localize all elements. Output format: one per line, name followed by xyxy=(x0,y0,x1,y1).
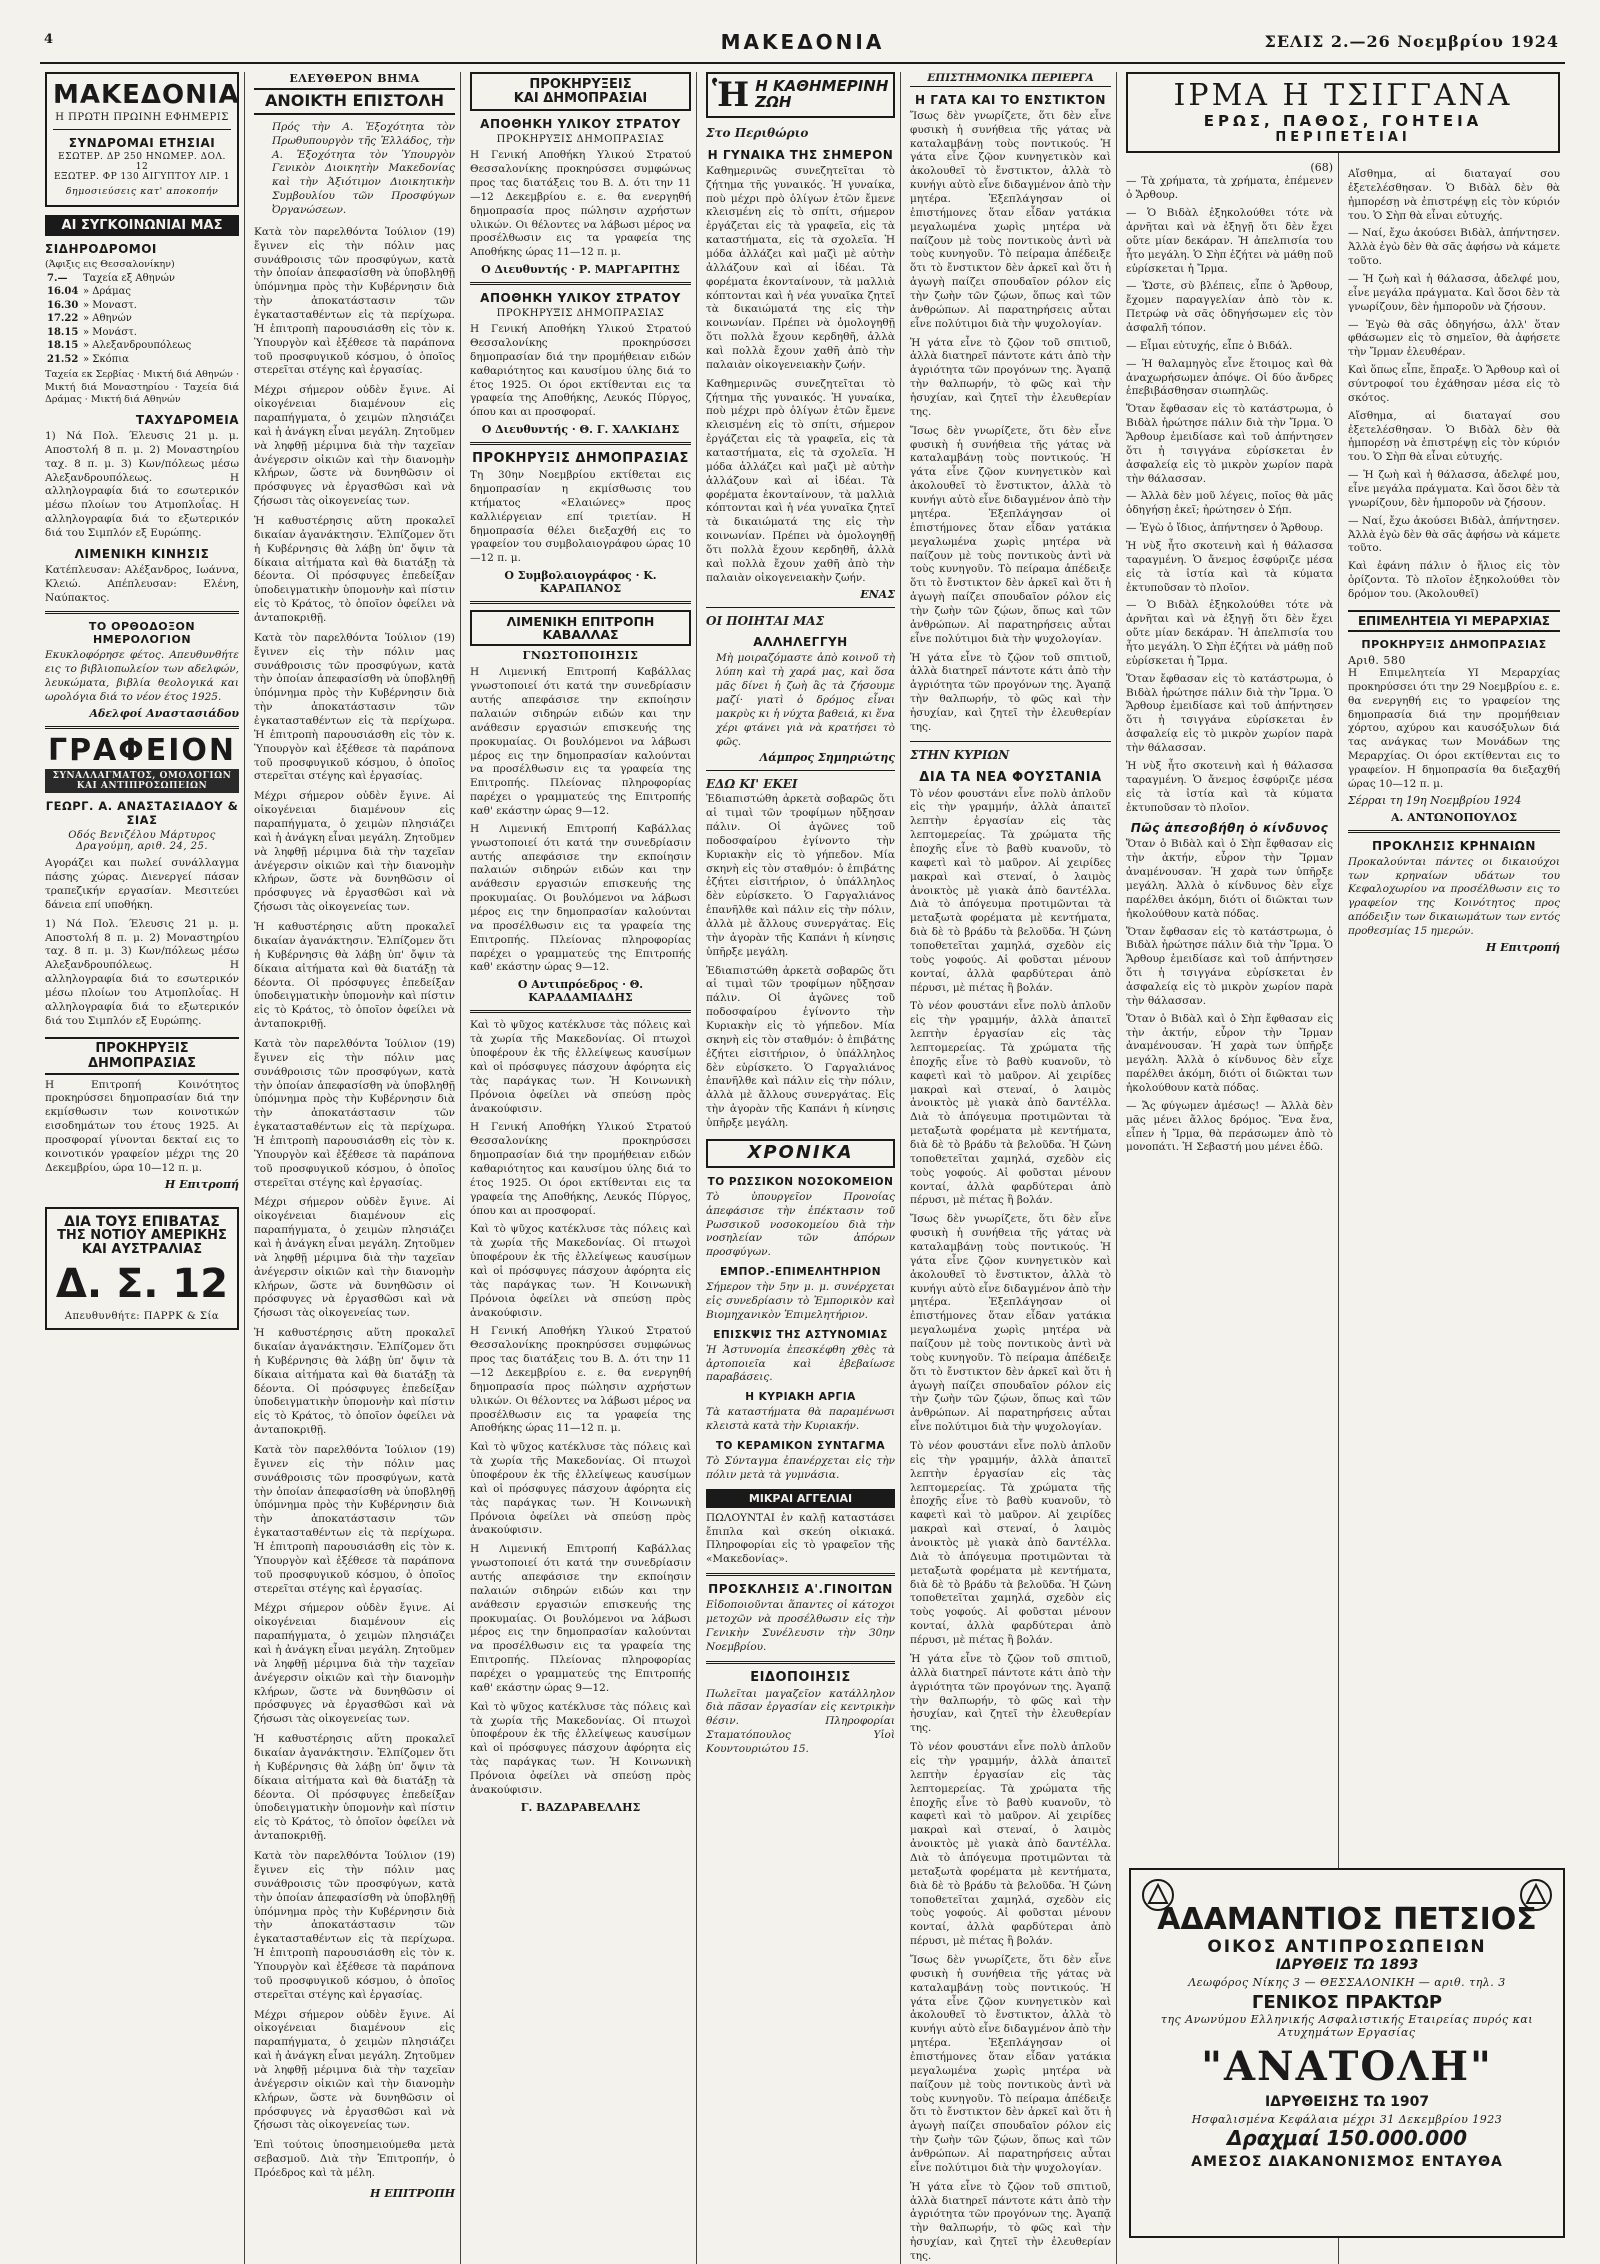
open-letter-paragraph: Κατὰ τὸν παρελθόντα Ἰούλιον (19) ἔγινεν εἰς τὴν πόλιν μας συνάθροισις τῶν προσφύγων, κατὰ τὴν ὁποίαν ἀπεφασίσθη νὰ ὑποβληθῇ ὑπόμνημα πρὸς τὴν Κυβέρνησιν διὰ τὴν ἀποκατάστασιν τῶν ἐγκατασταθέντων εἰς τὰ περίχωρα. Ἡ ἐπιτροπὴ παρουσιάσθη εἰς τὸν κ. Ὑπουργὸν καὶ ἐξέθεσε τὰ παράπονα τοῦ προσφυγικοῦ κόσμου, ὁ ὁποῖος στερεῖται στέγης καὶ ἐργασίας. xyxy=(254,1037,455,1189)
poem-title: ΑΛΛΗΛΕΓΓΥΗ xyxy=(753,635,848,650)
harbor-committee-text-2: Η Λιμενική Επιτροπή Καβάλλας γνωστοποιεί ότι κατά την συνεδρίασιν αυτής απεφάσισε την εκποίησιν παλαιών σιδηρών ειδών και την ανάθεσιν εργασιών επισκευής της προκυμαίας. Οι βουλόμενοι να λάβωσι μέρος εις την δημοπρασίαν καλούνται να προσέλθωσιν εις τα γραφεία της Επιτροπής. Πλείονας πληροφορίας παρέχει ο γραμματεύς της Επιτροπής καθ' εκάστην ώρας 9—12. xyxy=(470,822,691,974)
army-depot-head-2: ΑΠΟΘΗΚΗ ΥΛΙΚΟΥ ΣΤΡΑΤΟΥ xyxy=(480,291,681,306)
ad-brand-founded: ΙΔΡΥΘΕΙΣΗΣ ΤΩ 1907 xyxy=(1264,2094,1430,2110)
springs-signature: Η Επιτροπή xyxy=(1485,940,1560,954)
tenders-title-1: ΠΡΟΚΗΡΥΞΕΙΣ xyxy=(529,77,632,92)
cat-article-text: Ἴσως δὲν γνωρίζετε, ὅτι δὲν εἶνε φυσικὴ ἡ συνήθεια τῆς γάτας νὰ καταλαμβάνῃ τοὺς ποντικούς. Ἡ γάτα εἶνε ζῷον κυνηγετικὸν καὶ ἀκολουθεῖ τὸ ἔνστικτον, ἀλλὰ τὸ κυνήγι αὐτὸ εἶνε διδαγμένον ἀπὸ τὴν μητέρα. Ἐξεπλάγησαν οἱ ἐπιστήμονες ὅταν εἶδαν γατάκια μεγαλωμένα χωρὶς μητέρα νὰ παίζουν μὲ τοὺς ποντικοὺς ἀντὶ νὰ τοὺς κυνηγοῦν. Τὸ πείραμα ἀπέδειξε ὅτι τὸ ἔνστικτον δὲν ἀρκεῖ καὶ ὅτι ἡ ἀγωγὴ παίζει σπουδαῖον ρόλον εἰς τὴν ζωὴν τῶν ζῴων, ὅπως καὶ τῶν ἀνθρώπων. Αἱ παρατηρήσεις αὗται εἶνε πολύτιμοι διὰ τὴν ψυχολογίαν. xyxy=(910,109,1111,330)
chronika-item-head: ΤΟ ΡΩΣΣΙΚΟΝ ΝΟΣΟΚΟΜΕΙΟΝ xyxy=(707,1175,894,1188)
open-letter-paragraph: Μέχρι σήμερον οὐδὲν ἔγινε. Αἱ οἰκογένειαι διαμένουν εἰς παραπήγματα, ὁ χειμὼν πλησιάζει καὶ ἡ ἀνάγκη εἶναι μεγάλη. Ζητοῦμεν νὰ ληφθῇ μέριμνα διὰ τὴν ταχεῖαν ἀνέγερσιν οἰκιῶν καὶ τὴν διανομὴν κλήρων, ὥστε νὰ δυνηθῶσιν οἱ πρόσφυγες νὰ ἐργασθῶσι καὶ νὰ ζήσωσι τὰς οἰκογενείας των. xyxy=(254,2008,455,2132)
danger-text-2: Ὅταν ἔφθασαν εἰς τὸ κατάστρωμα, ὁ Βιδὰλ ἠρώτησε πάλιν διὰ τὴν Ἴρμα. Ὁ Ἄρθουρ ἐμειδίασε καὶ τοῦ ἀπήντησεν ὅτι ἡ τσιγγάνα εὑρίσκεται ἐν ἀσφαλείᾳ εἰς τὸ μικρὸν χωρίον παρὰ τὴν θάλασσαν. xyxy=(1126,925,1333,1007)
danger-text-3: Ὅταν ὁ Βιδὰλ καὶ ὁ Σὴπ ἔφθασαν εἰς τὴν ἀκτήν, εὗρον τὴν Ἴρμαν ἀναμένουσαν. Ἡ χαρὰ των ὑπῆρξε μεγάλη. Ἀλλὰ ὁ κίνδυνος δὲν εἶχε παρέλθει ἀκόμη, διότι οἱ διῶκται των ἠκολούθουν κατὰ πόδας. xyxy=(1126,1012,1333,1094)
post-head: ΤΑΧΥΔΡΟΜΕΙΑ xyxy=(135,412,239,427)
chronika-item-head: ΕΜΠΟΡ.-ΕΠΙΜΕΛΗΤΗΡΙΟΝ xyxy=(719,1266,882,1279)
serial-paragraph: — Ἐγὼ ὁ ἴδιος, ἀπήντησεν ὁ Ἄρθουρ. xyxy=(1126,522,1324,535)
serial-continued: — Ἐγὼ θὰ σᾶς ὁδηγήσω, ἀλλ' ὅταν φθάσωμεν εἰς τὸ σημεῖον, θὰ ἀφήσετε τὴν Ἴρμαν ἐλευθέραν. xyxy=(1348,318,1560,359)
bottom-notice-head: ΕΙΔΟΠΟΙΗΣΙΣ xyxy=(750,1669,851,1685)
open-letter-paragraph: Ἡ καθυστέρησις αὕτη προκαλεῖ δικαίαν ἀγανάκτησιν. Ἐλπίζομεν ὅτι ἡ Κυβέρνησις θὰ λάβῃ ὑπ' ὄψιν τὰ δίκαια αἰτήματα καὶ θὰ διατάξῃ τὰ δέοντα. Οἱ πρόσφυγες ἐπεδείξαν ὑποδειγματικὴν ὑπομονὴν καὶ πίστιν εἰς τὸ Κράτος, τὸ ὁποῖον ὀφείλει νὰ ἀνταποκριθῇ. xyxy=(254,921,455,1031)
cold-article-2: Η Γενική Αποθήκη Υλικού Στρατού Θεσσαλονίκης προκηρύσσει δημοπρασίαν διά την προμήθειαν ειδών καθαριότητος και καυσίμου ύλης διά το έτος 1925. Οι όροι εκτίθενται εις τα γραφεία της Αποθήκης, Λευκός Πύργος, όπου και αι προσφοραί. xyxy=(470,1121,691,1217)
column-3 xyxy=(465,72,697,2264)
serial-banner xyxy=(1126,72,1560,153)
serial-title: ΙΡΜΑ Η ΤΣΙΓΓΑΝΑ xyxy=(1173,78,1513,113)
classifieds-text: ΠΩΛΟΥΝΤΑΙ ἐν καλῇ καταστάσει ἔπιπλα καὶ σκεύη οἰκιακά. Πληροφορίαι εἰς τὸ γραφεῖον τῆς «Μακεδονίας». xyxy=(706,1511,895,1566)
serial-paragraph: — Ἡ θαλαμηγὸς εἶνε ἕτοιμος καὶ θὰ ἀναχωρήσωμεν ἀπόψε. Οἱ δύο ἄνδρες ἐπεβιβάσθησαν σιωπηλῶς. xyxy=(1126,357,1333,398)
chronika-banner xyxy=(706,1139,895,1168)
insurance-ad xyxy=(1129,1868,1565,2238)
cold-article-5: Καὶ τὸ ψῦχος κατέκλυσε τὰς πόλεις καὶ τὰ χωρία τῆς Μακεδονίας. Οἱ πτωχοὶ ὑποφέρουν ἐκ τῆς ἐλλείψεως καυσίμων καὶ οἱ πρόσφυγες πάσχουν ἀφόρητα εἰς τὰς παράγκας των. Ἡ Κοινωνικὴ Πρόνοια ὀφείλει νὰ σπεύσῃ πρὸς ἀνακούφισιν. xyxy=(470,1441,691,1537)
chamber-number: Αριθ. 580 xyxy=(1348,653,1406,667)
daily-life-title: Η ΚΑΘΗΜΕΡΙΝΗ ΖΩΗ xyxy=(755,77,889,111)
chronika-item-head: ΕΠΙΣΚΨΙΣ ΤΗΣ ΑΣΤΥΝΟΜΙΑΣ xyxy=(713,1328,888,1341)
page-date: ΣΕΛΙΣ 2.—26 Νοεμβρίου 1924 xyxy=(1264,32,1559,51)
army-depot-signature-2: Ο Διευθυντής · Θ. Γ. ΧΑΛΚΙΔΗΣ xyxy=(481,423,680,437)
column-4 xyxy=(701,72,901,2264)
auction-head: ΠΡΟΚΗΡΥΞΙΣ ΔΗΜΟΠΡΑΣΙΑΣ xyxy=(472,451,689,467)
serial-paragraph: — Ὁ Βιδὰλ ἐξηκολούθει τότε νὰ ἀρνῆται καὶ νὰ ἐξηγῇ ὅτι δὲν ἔχει οὔτε μίαν δεκάραν. Ἡ ἀπελπισία του ἦτο μεγάλη. Ὁ Σὴπ ἐζήτει νὰ μάθῃ ποῦ εὑρίσκεται ἡ Ἴρμα. xyxy=(1126,207,1333,275)
rail-row: 16.30 » Μοναστ. xyxy=(47,299,137,311)
serial-paragraph: — Εἶμαι εὐτυχής, εἶπε ὁ Βιδάλ. xyxy=(1126,339,1293,352)
dresses-text-6: Τὸ νέον φουστάνι εἶνε πολὺ ἁπλοῦν εἰς τὴν γραμμήν, ἀλλὰ ἀπαιτεῖ λεπτὴν ἐργασίαν εἰς τὰς λεπτομερείας. Τὰ χρώματα τῆς ἐποχῆς εἶνε τὸ βαθὺ κυανοῦν, τὸ καφετὶ καὶ τὸ μαῦρον. Αἱ χειρίδες μακραὶ καὶ στεναί, ὁ λαιμὸς ἀνοικτὸς μὲ γιακὰ ἀπὸ δαντέλλα. Διὰ τὸ ἀπόγευμα προτιμῶνται τὰ μεταξωτὰ φορέματα μὲ κεντήματα, διὰ δὲ τὸ βράδυ τὰ βελοῦδα. Ἡ ζώνη τοποθετεῖται χαμηλά, σχεδὸν εἰς τοὺς γοφούς. Αἱ φοῦσται μένουν κονταί, ἀλλὰ φαρδύτεραι ἀπὸ πέρυσι, μὲ πιέτας ἢ βολάν. xyxy=(910,1741,1111,1948)
rail-intro: (Άφιξις εις Θεσσαλονίκην) xyxy=(45,259,175,271)
masthead xyxy=(40,24,1565,64)
serial-paragraph: Ἡ νὺξ ἦτο σκοτεινὴ καὶ ἡ θάλασσα ταραγμένη. Ὁ ἄνεμος ἐσφύριζε μέσα εἰς τὰ ἱστία καὶ τὰ κύματα ἐκτυποῦσαν τὸ πλοῖον. xyxy=(1126,540,1333,594)
rail-extra: Ταχεία εκ Σερβίας · Μικτή διά Αθηνών · Μικτή διά Μοναστηρίου · Ταχεία διά Δράμας · Μικτή διά Αθηνών xyxy=(45,369,239,406)
open-letter-paragraph: Κατὰ τὸν παρελθόντα Ἰούλιον (19) ἔγινεν εἰς τὴν πόλιν μας συνάθροισις τῶν προσφύγων, κατὰ τὴν ὁποίαν ἀπεφασίσθη νὰ ὑποβληθῇ ὑπόμνημα πρὸς τὴν Κυβέρνησιν διὰ τὴν ἀποκατάστασιν τῶν ἐγκατασταθέντων εἰς τὰ περίχωρα. Ἡ ἐπιτροπὴ παρουσιάσθη εἰς τὸν κ. Ὑπουργὸν καὶ ἐξέθεσε τὰ παράπονα τοῦ προσφυγικοῦ κόσμου, ὁ ὁποῖος στερεῖται στέγης καὶ ἐργασίας. xyxy=(254,1850,455,2001)
woman-article-head: Η ΓΥΝΑΙΚΑ ΤΗΣ ΣΗΜΕΡΟΝ xyxy=(707,147,894,162)
dresses-text-2: Τὸ νέον φουστάνι εἶνε πολὺ ἁπλοῦν εἰς τὴν γραμμήν, ἀλλὰ ἀπαιτεῖ λεπτὴν ἐργασίαν εἰς τὰς λεπτομερείας. Τὰ χρώματα τῆς ἐποχῆς εἶνε τὸ βαθὺ κυανοῦν, τὸ καφετὶ καὶ τὸ μαῦρον. Αἱ χειρίδες μακραὶ καὶ στεναί, ὁ λαιμὸς ἀνοικτὸς μὲ γιακὰ ἀπὸ δαντέλλα. Διὰ τὸ ἀπόγευμα προτιμῶνται τὰ μεταξωτὰ φορέματα μὲ κεντήματα, διὰ δὲ τὸ βράδυ τὰ βελοῦδα. Ἡ ζώνη τοποθετεῖται χαμηλά, σχεδὸν εἰς τοὺς γοφούς. Αἱ φοῦσται μένουν κονταί, ἀλλὰ φαρδύτεραι ἀπὸ πέρυσι, μὲ πιέτας ἢ βολάν. xyxy=(910,1000,1111,1207)
office-sub: ΣΥΝΑΛΛΑΓΜΑΤΟΣ, ΟΜΟΛΟΓΙΩΝ ΚΑΙ ΑΝΤΙΠΡΟΣΩΠΕΙΩΝ xyxy=(45,769,239,793)
rail-row: 18.15 » Μονάστ. xyxy=(47,326,137,338)
column-1 xyxy=(40,72,245,2264)
title-box xyxy=(45,72,239,207)
army-depot-sub-1: ΠΡΟΚΗΡΥΞΙΣ ΔΗΜΟΠΡΑΣΙΑΣ xyxy=(496,134,665,146)
margin-kicker: Στο Περιθώριο xyxy=(706,126,809,140)
open-letter-addressee: Πρός τὴν Α. Ἐξοχότητα τὸν Πρωθυπουργὸν τῆς Ἑλλάδος, τὴν Α. Ἐξοχότητα τὸν Ὑπουργὸν Γενικὸν Διοικητὴν Μακεδονίας καὶ τὴν Ἀξιότιμον Διοικητικὴν Συμβουλίου τῶν Προσφύγων Ὀργανώσεων. xyxy=(272,120,455,216)
page-number: 4 xyxy=(44,32,54,47)
chronika-item-text: Ἡ Ἀστυνομία ἐπεσκέφθη χθὲς τὰ ἀρτοποιεῖα καὶ ἐβεβαίωσε παραβάσεις. xyxy=(706,1343,895,1384)
poets-head: ΟΙ ΠΟΙΗΤΑΙ ΜΑΣ xyxy=(706,613,825,628)
rail-row: 7.— Ταχεία εξ Αθηνών xyxy=(47,272,175,284)
chronika-item-text: Σήμερον τὴν 5ην μ. μ. συνέρχεται εἰς συνεδρίασιν τὸ Ἐμπορικὸν καὶ Βιομηχανικὸν Ἐπιμελητήριον. xyxy=(706,1281,895,1321)
serial-paragraph: Ὅταν ἔφθασαν εἰς τὸ κατάστρωμα, ὁ Βιδὰλ ἠρώτησε πάλιν διὰ τὴν Ἴρμα. Ὁ Ἄρθουρ ἐμειδίασε καὶ τοῦ ἀπήντησεν ὅτι ἡ τσιγγάνα εὑρίσκεται ἐν ἀσφαλείᾳ εἰς τὸ μικρὸν χωρίον παρὰ τὴν θάλασσαν. xyxy=(1126,672,1333,755)
ad-address: Λεωφόρος Νίκης 3 — ΘΕΣΣΑΛΟΝΙΚΗ — αριθ. τηλ. 3 xyxy=(1188,1976,1506,1989)
calendar-head: ΤΟ ΟΡΘΟΔΟΞΟΝ ΗΜΕΡΟΛΟΓΙΟΝ xyxy=(88,620,196,647)
open-letter-paragraph: Κατὰ τὸν παρελθόντα Ἰούλιον (19) ἔγινεν εἰς τὴν πόλιν μας συνάθροισις τῶν προσφύγων, κατὰ τὴν ὁποίαν ἀπεφασίσθη νὰ ὑποβληθῇ ὑπόμνημα πρὸς τὴν Κυβέρνησιν διὰ τὴν ἀποκατάστασιν τῶν ἐγκατασταθέντων εἰς τὰ περίχωρα. Ἡ ἐπιτροπὴ παρουσιάσθη εἰς τὸν κ. Ὑπουργὸν καὶ ἐξέθεσε τὰ παράπονα τοῦ προσφυγικοῦ κόσμου, ὁ ὁποῖος στερεῖται στέγης καὶ ἐργασίας. xyxy=(254,1444,455,1595)
ad-capital: Δραχμαί 150.000.000 xyxy=(1226,2126,1468,2150)
army-depot-text-1: Η Γενική Αποθήκη Υλικού Στρατού Θεσσαλονίκης προκηρύσσει συμφώνως προς τας διατάξεις του Β. Δ. ότι την 11—12 Δεκεμβρίου ε. ε. θα ενεργηθή δημοπρασία προς πώλησιν αχρήστων υλικών. Οι θέλοντες να λάβωσι μέρος να προσέλθωσιν εις τα γραφεία της Αποθήκης ώρας 11—12 π. μ. xyxy=(470,149,691,259)
office-name: ΓΡΑΦΕΙΟΝ xyxy=(47,732,237,768)
ship-ad-line-1: ΤΗΣ ΝΟΤΙΟΥ ΑΜΕΡΙΚΗΣ xyxy=(57,1228,227,1244)
dresses-text-7: Ἴσως δὲν γνωρίζετε, ὅτι δὲν εἶνε φυσικὴ ἡ συνήθεια τῆς γάτας νὰ καταλαμβάνῃ τοὺς ποντικούς. Ἡ γάτα εἶνε ζῷον κυνηγετικὸν καὶ ἀκολουθεῖ τὸ ἔνστικτον, ἀλλὰ τὸ κυνήγι αὐτὸ εἶνε διδαγμένον ἀπὸ τὴν μητέρα. Ἐξεπλάγησαν οἱ ἐπιστήμονες ὅταν εἶδαν γατάκια μεγαλωμένα χωρὶς μητέρα νὰ παίζουν μὲ τοὺς ποντικοὺς ἀντὶ νὰ τοὺς κυνηγοῦν. Τὸ πείραμα ἀπέδειξε ὅτι τὸ ἔνστικτον δὲν ἀρκεῖ καὶ ὅτι ἡ ἀγωγὴ παίζει σπουδαῖον ρόλον εἰς τὴν ζωὴν τῶν ζῴων, ὅπως καὶ τῶν ἀνθρώπων. Αἱ παρατηρήσεις αὗται εἶνε πολύτιμοι διὰ τὴν ψυχολογίαν. xyxy=(910,1953,1111,2174)
tender-signature: Η Επιτροπή xyxy=(164,1177,239,1191)
chamber-date: Σέρραι τη 19η Νοεμβρίου 1924 xyxy=(1348,793,1522,807)
subscriptions-line-2: ΕΞΩΤΕΡ. ΦΡ 130 ΑΙΓΥΠΤΟΥ ΛΙΡ. 1 xyxy=(54,172,230,183)
springs-head: ΠΡΟΚΛΗΣΙΣ ΚΡΗΝΑΙΩΝ xyxy=(1372,838,1536,853)
here-there-text: Ἐδιαπιστώθη ἀρκετὰ σοβαρῶς ὅτι αἱ τιμαὶ τῶν τροφίμων ηὔξησαν πάλιν. Οἱ ἀγῶνες τοῦ ποδοσφαίρου ἐγίνοντο τὴν Κυριακὴν εἰς τὸ γήπεδον. Μία σκηνὴ εἰς τὸν σταθμόν: ὁ ἐπιβάτης ἐζήτει εἰσιτήριον, ὁ ὑπάλληλος δὲν εὑρίσκετο. Ὁ Γαργαλιάνος ἐπανῆλθε καὶ πάλιν εἰς τὴν πόλιν, ἀλλὰ μὲ ἄλλους συνεργάτας. Εἰς τὴν ἀγορὰν τῆς Καπάνι ἡ κίνησις ὑπῆρξε μεγάλη. xyxy=(706,793,895,958)
harbor-committee-sub: ΓΝΩΣΤΟΠΟΙΗΣΙΣ xyxy=(522,649,639,663)
harbor-head: ΛΙΜΕΝΙΚΗ ΚΙΝΗΣΙΣ xyxy=(74,546,210,561)
open-letter-signature: Η ΕΠΙΤΡΟΠΗ xyxy=(370,2186,455,2200)
open-letter-paragraph: Μέχρι σήμερον οὐδὲν ἔγινε. Αἱ οἰκογένειαι διαμένουν εἰς παραπήγματα, ὁ χειμὼν πλησιάζει καὶ ἡ ἀνάγκη εἶναι μεγάλη. Ζητοῦμεν νὰ ληφθῇ μέριμνα διὰ τὴν ταχεῖαν ἀνέγερσιν οἰκιῶν καὶ τὴν διανομὴν κλήρων, ὥστε νὰ δυνηθῶσιν οἱ πρόσφυγες νὰ ἐργασθῶσι καὶ νὰ ζήσωσι τὰς οἰκογενείας των. xyxy=(254,384,455,508)
auction-signature: Ο Συμβολαιογράφος · Κ. ΚΑΡΑΠΑΝΟΣ xyxy=(504,569,657,596)
harbor-committee-head: ΛΙΜΕΝΙΚΗ ΕΠΙΤΡΟΠΗ ΚΑΒΑΛΛΑΣ xyxy=(470,610,691,646)
poem-author: Λάμπρος Σημηριώτης xyxy=(759,751,895,765)
ship-ad xyxy=(45,1207,239,1330)
office-owner: ΓΕΩΡΓ. Α. ΑΝΑΣΤΑΣΙΑΔΟΥ & ΣΙΑΣ xyxy=(45,799,239,828)
ship-ad-code: Δ. Σ. 12 xyxy=(55,1260,229,1307)
army-depot-sub-2: ΠΡΟΚΗΡΥΞΙΣ ΔΗΜΟΠΡΑΣΙΑΣ xyxy=(496,308,665,320)
serial-continued: — Ἡ ζωὴ καὶ ἡ θάλασσα, ἀδελφέ μου, εἶνε μεγάλα πράγματα. Καὶ ὅσοι δὲν τὰ γνωρίζουν, δὲν ἠμποροῦν νὰ ζήσουν. xyxy=(1348,469,1560,509)
ad-brand: "ΑΝΑΤΟΛΗ" xyxy=(1201,2043,1493,2090)
dresses-text: Τὸ νέον φουστάνι εἶνε πολὺ ἁπλοῦν εἰς τὴν γραμμήν, ἀλλὰ ἀπαιτεῖ λεπτὴν ἐργασίαν εἰς τὰς λεπτομερείας. Τὰ χρώματα τῆς ἐποχῆς εἶνε τὸ βαθὺ κυανοῦν, τὸ καφετὶ καὶ τὸ μαῦρον. Αἱ χειρίδες μακραὶ καὶ στεναί, ὁ λαιμὸς ἀνοικτὸς μὲ γιακὰ ἀπὸ δαντέλλα. Διὰ τὸ ἀπόγευμα προτιμῶνται τὰ μεταξωτὰ φορέματα μὲ κεντήματα, διὰ δὲ τὸ βράδυ τὰ βελοῦδα. Ἡ ζώνη τοποθετεῖται χαμηλά, σχεδὸν εἰς τοὺς γοφούς. Αἱ φοῦσται μένουν κονταί, ἀλλὰ φαρδύτεραι ἀπὸ πέρυσι, μὲ πιέτας ἢ βολάν. xyxy=(910,787,1111,994)
cat-article-text-3: Ἴσως δὲν γνωρίζετε, ὅτι δὲν εἶνε φυσικὴ ἡ συνήθεια τῆς γάτας νὰ καταλαμβάνῃ τοὺς ποντικούς. Ἡ γάτα εἶνε ζῷον κυνηγετικὸν καὶ ἀκολουθεῖ τὸ ἔνστικτον, ἀλλὰ τὸ κυνήγι αὐτὸ εἶνε διδαγμένον ἀπὸ τὴν μητέρα. Ἐξεπλάγησαν οἱ ἐπιστήμονες ὅταν εἶδαν γατάκια μεγαλωμένα χωρὶς μητέρα νὰ παίζουν μὲ τοὺς ποντικοὺς ἀντὶ νὰ τοὺς κυνηγοῦν. Τὸ πείραμα ἀπέδειξε ὅτι τὸ ἔνστικτον δὲν ἀρκεῖ καὶ ὅτι ἡ ἀγωγὴ παίζει σπουδαῖον ρόλον εἰς τὴν ζωὴν τῶν ζῴων, ὅπως καὶ τῶν ἀνθρώπων. Αἱ παρατηρήσεις αὗται εἶνε πολύτιμοι διὰ τὴν ψυχολογίαν. xyxy=(910,424,1111,645)
classifieds-head: ΜΙΚΡΑΙ ΑΓΓΕΛΙΑΙ xyxy=(706,1489,895,1508)
serial-continued: — Ναί, ἔχω ἀκούσει Βιδὰλ, ἀπήντησεν. Ἀλλὰ ἐγὼ δὲν θὰ σᾶς ἀφήσω νὰ κάμετε τοῦτο. xyxy=(1348,514,1560,555)
bottom-notice-text: Πωλεῖται μαγαζεῖον κατάλληλον διὰ πᾶσαν ἐργασίαν εἰς κεντρικὴν θέσιν. Πληροφορίαι Σταματόπουλος Υἱοὶ Κουντουριώτου 15. xyxy=(706,1687,895,1755)
newspaper-page xyxy=(40,24,1565,2263)
transport-head: ΑΙ ΣΥΓΚΟΙΝΩΝΙΑΙ ΜΑΣ xyxy=(45,215,239,236)
open-letter-paragraph: Ἡ καθυστέρησις αὕτη προκαλεῖ δικαίαν ἀγανάκτησιν. Ἐλπίζομεν ὅτι ἡ Κυβέρνησις θὰ λάβῃ ὑπ' ὄψιν τὰ δίκαια αἰτήματα καὶ θὰ διατάξῃ τὰ δέοντα. Οἱ πρόσφυγες ἐπεδείξαν ὑποδειγματικὴν ὑπομονὴν καὶ πίστιν εἰς τὸ Κράτος, τὸ ὁποῖον ὀφείλει νὰ ἀνταποκριθῇ. xyxy=(254,515,455,625)
cold-article: Καὶ τὸ ψῦχος κατέκλυσε τὰς πόλεις καὶ τὰ χωρία τῆς Μακεδονίας. Οἱ πτωχοὶ ὑποφέρουν ἐκ τῆς ἐλλείψεως καυσίμων καὶ οἱ πρόσφυγες πάσχουν ἀφόρητα εἰς τὰς παράγκας των. Ἡ Κοινωνικὴ Πρόνοια ὀφείλει νὰ σπεύσῃ πρὸς ἀνακούφισιν. xyxy=(470,1019,691,1115)
cat-article-head: Η ΓΑΤΑ ΚΑΙ ΤΟ ΕΝΣΤΙΚΤΟΝ xyxy=(915,92,1106,107)
ship-ad-line-2: ΚΑΙ ΑΥΣΤΡΑΛΙΑΣ xyxy=(81,1241,203,1257)
chronika-head: ΧΡΟΝΙΚΑ xyxy=(747,1141,854,1163)
serial-subtitle: ΕΡΩΣ, ΠΑΘΟΣ, ΓΟΗΤΕΙΑ xyxy=(1203,111,1483,130)
office-address: Οδός Βενιζέλου Μάρτυρος Δραγούμη, αριθ. 24, 25. xyxy=(68,830,216,853)
science-kicker: ΕΠΙΣΤΗΜΟΝΙΚΑ ΠΕΡΙΕΡΓΑ xyxy=(910,72,1111,87)
ladies-kicker: ΣΤΗΝ ΚΥΡΙΩΝ xyxy=(910,747,1010,762)
harbor-committee-signature: Ο Αντιπρόεδρος · Θ. ΚΑΡΑΔΑΜΙΑΔΗΣ xyxy=(517,978,644,1005)
rail-row: 16.04 » Δράμας xyxy=(47,286,132,298)
tenders-title-2: ΚΑΙ ΔΗΜΟΠΡΑΣΙΑΙ xyxy=(513,90,648,106)
open-letter-kicker: ΕΛΕΥΘΕΡΟΝ ΒΗΜΑ xyxy=(289,72,420,85)
chronika-item-text: Τὸ Σύνταγμα ἐπανέρχεται εἰς τὴν πόλιν μετὰ τὰ γυμνάσια. xyxy=(706,1454,895,1481)
serial-paragraph: — Τὰ χρήματα, τὰ χρήματα, ἐπέμενεν ὁ Ἄρθουρ. xyxy=(1126,175,1333,202)
open-letter-paragraph: Μέχρι σήμερον οὐδὲν ἔγινε. Αἱ οἰκογένειαι διαμένουν εἰς παραπήγματα, ὁ χειμὼν πλησιάζει καὶ ἡ ἀνάγκη εἶναι μεγάλη. Ζητοῦμεν νὰ ληφθῇ μέριμνα διὰ τὴν ταχεῖαν ἀνέγερσιν οἰκιῶν καὶ τὴν διανομὴν κλήρων, ὥστε νὰ δυνηθῶσιν οἱ πρόσφυγες νὰ ἐργασθῶσι καὶ νὰ ζήσωσι τὰς οἰκογενείας των. xyxy=(254,790,455,914)
serial-paragraph: Ἡ νὺξ ἦτο σκοτεινὴ καὶ ἡ θάλασσα ταραγμένη. Ὁ ἄνεμος ἐσφύριζε μέσα εἰς τὰ ἱστία καὶ τὰ κύματα ἐκτυποῦσαν τὸ πλοῖον. xyxy=(1126,759,1333,814)
danger-head: Πῶς ἀπεσοβήθη ὁ κίνδυνος xyxy=(1130,821,1329,836)
here-there-head: ΕΔΩ ΚΙ' ΕΚΕΙ xyxy=(706,777,798,792)
column-5 xyxy=(905,72,1117,2264)
serial-continued: Αἴσθημα, αἱ διαταγαί σου ἐξετελέσθησαν. Ὁ Βιδὰλ δὲν θὰ ἠμπορέσῃ νὰ ἐπιστρέψῃ εἰς τὸν κύριόν του. Ὁ Σὴπ θὰ εἶναι εὐτυχής. xyxy=(1348,409,1560,464)
poem-text: Μὴ μοιραζόμαστε ἀπὸ κοινοῦ τὴ λύπη καὶ τὴ χαρά μας, καὶ ὅσα μᾶς δίνει ἡ ζωὴ ἂς τὰ ζήσουμε μαζί· γιατὶ ὁ δρόμος εἶναι μακρὺς κι ἡ νύχτα βαθειά, κι ἕνα χέρι φτάνει γιὰ νὰ κρατήσει τὸ φῶς. xyxy=(716,652,895,748)
ad-house: ΟΙΚΟΣ ΑΝΤΙΠΡΟΣΩΠΕΙΩΝ xyxy=(1207,1937,1487,1957)
office-text-2: 1) Νά Πολ. Έλευσις 21 μ. μ. Αποστολή 8 π. μ. 2) Μοναστηρίου ταχ. 8 π. μ. 3) Κων/πόλεως μέσω Αλεξανδρουπόλεως. Η αλληλογραφία διά το εσωτερικόν μέσω πλοίων του Ατμοπλοΐας. Η αλληλογραφία διά το εξωτερικόν διά του Σιμπλόν εξ Ευρώπης. xyxy=(45,917,239,1027)
column-2 xyxy=(249,72,461,2264)
chamber-sub: ΠΡΟΚΗΡΥΞΙΣ ΔΗΜΟΠΡΑΣΙΑΣ xyxy=(1361,637,1547,651)
here-there-text-2: Ἐδιαπιστώθη ἀρκετὰ σοβαρῶς ὅτι αἱ τιμαὶ τῶν τροφίμων ηὔξησαν πάλιν. Οἱ ἀγῶνες τοῦ ποδοσφαίρου ἐγίνοντο τὴν Κυριακὴν εἰς τὸ γήπεδον. Μία σκηνὴ εἰς τὸν σταθμόν: ὁ ἐπιβάτης ἐζήτει εἰσιτήριον, ὁ ὑπάλληλος δὲν εὑρίσκετο. Ὁ Γαργαλιάνος ἐπανῆλθε καὶ πάλιν εἰς τὴν πόλιν, ἀλλὰ μὲ ἄλλους συνεργάτας. Εἰς τὴν ἀγορὰν τῆς Καπάνι ἡ κίνησις ὑπῆρξε μεγάλη. xyxy=(706,964,895,1130)
notice-text: Εἰδοποιοῦνται ἅπαντες οἱ κάτοχοι μετοχῶν νὰ προσέλθωσιν εἰς τὴν Γενικὴν Συνέλευσιν τὴν 30ην Νοεμβρίου. xyxy=(706,1599,895,1653)
cold-article-signature: Γ. ΒΑΖΔΡΑΒΕΛΛΗΣ xyxy=(520,1800,641,1814)
open-letter-paragraph: Ἡ καθυστέρησις αὕτη προκαλεῖ δικαίαν ἀγανάκτησιν. Ἐλπίζομεν ὅτι ἡ Κυβέρνησις θὰ λάβῃ ὑπ' ὄψιν τὰ δίκαια αἰτήματα καὶ θὰ διατάξῃ τὰ δέοντα. Οἱ πρόσφυγες ἐπεδείξαν ὑποδειγματικὴν ὑπομονὴν καὶ πίστιν εἰς τὸ Κράτος, τὸ ὁποῖον ὀφείλει νὰ ἀνταποκριθῇ. xyxy=(254,1733,455,1843)
rail-head: ΣΙΔΗΡΟΔΡΟΜΟΙ xyxy=(45,242,157,257)
dresses-text-3: Ἴσως δὲν γνωρίζετε, ὅτι δὲν εἶνε φυσικὴ ἡ συνήθεια τῆς γάτας νὰ καταλαμβάνῃ τοὺς ποντικούς. Ἡ γάτα εἶνε ζῷον κυνηγετικὸν καὶ ἀκολουθεῖ τὸ ἔνστικτον, ἀλλὰ τὸ κυνήγι αὐτὸ εἶνε διδαγμένον ἀπὸ τὴν μητέρα. Ἐξεπλάγησαν οἱ ἐπιστήμονες ὅταν εἶδαν γατάκια μεγαλωμένα χωρὶς μητέρα νὰ παίζουν μὲ τοὺς ποντικοὺς ἀντὶ νὰ τοὺς κυνηγοῦν. Τὸ πείραμα ἀπέδειξε ὅτι τὸ ἔνστικτον δὲν ἀρκεῖ καὶ ὅτι ἡ ἀγωγὴ παίζει σπουδαῖον ρόλον εἰς τὴν ζωὴν τῶν ζῴων, ὅπως καὶ τῶν ἀνθρώπων. Αἱ παρατηρήσεις αὗται εἶνε πολύτιμοι διὰ τὴν ψυχολογίαν. xyxy=(910,1213,1111,1434)
army-depot-signature-1: Ο Διευθυντής · Ρ. ΜΑΡΓΑΡΙΤΗΣ xyxy=(481,263,680,277)
serial-continued: Καὶ ὅπως εἶπε, ἔπραξε. Ὁ Ἄρθουρ καὶ οἱ σύντροφοί του ἐχάθησαν μέσα εἰς τὸ σκότος. xyxy=(1348,364,1560,404)
chronika-item-head: ΤΟ ΚΕΡΑΜΙΚΟΝ ΣΥΝΤΑΓΜΑ xyxy=(715,1439,886,1452)
harbor-committee-text: Η Λιμενική Επιτροπή Καβάλλας γνωστοποιεί ότι κατά την συνεδρίασιν αυτής απεφάσισε την εκποίησιν παλαιών σιδηρών ειδών και την ανάθεσιν εργασιών επισκευής της προκυμαίας. Οι βουλόμενοι να λάβωσι μέρος εις την δημοπρασίαν καλούνται να προσέλθωσιν εις τα γραφεία της Επιτροπής. Πλείονας πληροφορίας παρέχει ο γραμματεύς της Επιτροπής καθ' εκάστην ώρας 9—12. xyxy=(470,666,691,818)
chronika-item-text: Τὸ ὑπουργεῖον Προνοίας ἀπεφάσισε τὴν ἐπέκτασιν τοῦ Ρωσσικοῦ νοσοκομείου διὰ τὴν νοσηλείαν τῶν ἀπόρων προσφύγων. xyxy=(706,1190,895,1259)
woman-article-text-2: Καθημερινῶς συνεζητεῖται τὸ ζήτημα τῆς γυναικός. Ἡ γυναίκα, ποὺ μέχρι πρὸ ὀλίγων ἐτῶν ἔμενε κλεισμένη εἰς τὸ σπίτι, σήμερον ἐργάζεται εἰς τὰ γραφεῖα, εἰς τὰ καταστήματα, εἰς τὰ σχολεῖα. Ἡ μόδα ἀλλάζει καὶ μαζὶ μὲ αὐτὴν ἀλλάζουν καὶ αἱ ἰδέαι. Τὰ φορέματα ἐκονταίνουν, τὰ μαλλιὰ κόπτονται καὶ ἡ νέα γυναῖκα ζητεῖ τὰ δικαιώματά της εἰς τὴν κοινωνίαν. Πρέπει νὰ ὁμολογηθῇ ὅτι πολλὰ ἔχουν κερδηθῆ, ἀλλὰ καὶ πολλὰ ἔχουν χαθῆ ἀπὸ τὴν παλαιὰν οἰκογενειακὴν ζωήν. xyxy=(706,377,895,584)
office-text: Αγοράζει και πωλεί συνάλλαγμα πάσης χώρας. Διενεργεί πάσαν τραπεζικήν εργασίαν. Μεσιτεύει δάνεια επί υποθήκη. xyxy=(45,857,239,911)
ad-agent-desc: της Ανωνύμου Ελληνικής Ασφαλιστικής Εταιρείας πυρός και Ατυχημάτων Εργασίας xyxy=(1160,2013,1534,2039)
rail-row: 17.22 » Αθηνών xyxy=(47,313,132,325)
open-letter-paragraph: Κατὰ τὸν παρελθόντα Ἰούλιον (19) ἔγινεν εἰς τὴν πόλιν μας συνάθροισις τῶν προσφύγων, κατὰ τὴν ὁποίαν ἀπεφασίσθη νὰ ὑποβληθῇ ὑπόμνημα πρὸς τὴν Κυβέρνησιν διὰ τὴν ἀποκατάστασιν τῶν ἐγκατασταθέντων εἰς τὰ περίχωρα. Ἡ ἐπιτροπὴ παρουσιάσθη εἰς τὸν κ. Ὑπουργὸν καὶ ἐξέθεσε τὰ παράπονα τοῦ προσφυγικοῦ κόσμου, ὁ ὁποῖος στερεῖται στέγης καὶ ἐργασίας. xyxy=(254,225,455,377)
cold-article-6: Η Λιμενική Επιτροπή Καβάλλας γνωστοποιεί ότι κατά την συνεδρίασιν αυτής απεφάσισε την εκποίησιν παλαιών σιδηρών ειδών και την ανάθεσιν εργασιών επισκευής της προκυμαίας. Οι βουλόμενοι να λάβωσι μέρος εις την δημοπρασίαν καλούνται να προσέλθωσιν εις τα γραφεία της Επιτροπής. Πλείονας πληροφορίας παρέχει ο γραμματεύς της Επιτροπής καθ' εκάστην ώρας 9—12. xyxy=(470,1543,691,1694)
serial-kicker: ΠΕΡΙΠΕΤΕΙΑΙ xyxy=(1275,130,1411,146)
woman-article-text: Καθημερινῶς συνεζητεῖται τὸ ζήτημα τῆς γυναικός. Ἡ γυναίκα, ποὺ μέχρι πρὸ ὀλίγων ἐτῶν ἔμενε κλεισμένη εἰς τὸ σπίτι, σήμερον ἐργάζεται εἰς τὰ γραφεῖα, εἰς τὰ καταστήματα, εἰς τὰ σχολεῖα. Ἡ μόδα ἀλλάζει καὶ μαζὶ μὲ αὐτὴν ἀλλάζουν καὶ αἱ ἰδέαι. Τὰ φορέματα ἐκονταίνουν, τὰ μαλλιὰ κόπτονται καὶ ἡ νέα γυναῖκα ζητεῖ τὰ δικαιώματά της εἰς τὴν κοινωνίαν. Πρέπει νὰ ὁμολογηθῇ ὅτι πολλὰ ἔχουν κερδηθῆ, ἀλλὰ καὶ πολλὰ ἔχουν χαθῆ ἀπὸ τὴν παλαιὰν οἰκογενειακὴν ζωήν. xyxy=(706,164,895,371)
chamber-signature: Α. ΑΝΤΩΝΟΠΟΥΛΟΣ xyxy=(1390,810,1518,824)
serial-closing: — Ἄς φύγωμεν ἀμέσως! — Ἀλλὰ δὲν μᾶς μένει ἄλλος δρόμος. Ἔνα ἔνα, εἶπεν ἡ Ἴρμα, θὰ περάσωμεν ἀπὸ τὸ μονοπάτι. Ἡ Σεβαστή μου μένει ἐδῶ. xyxy=(1126,1099,1333,1154)
serial-continued: — Ἡ ζωὴ καὶ ἡ θάλασσα, ἀδελφέ μου, εἶνε μεγάλα πράγματα. Καὶ ὅσοι δὲν τὰ γνωρίζουν, δὲν ἠμποροῦν νὰ ζήσουν. xyxy=(1348,273,1560,313)
chronika-item-head: Η ΚΥΡΙΑΚΗ ΑΡΓΙΑ xyxy=(745,1391,856,1404)
calendar-signature: Αδελφοί Αναστασιάδου xyxy=(89,706,239,720)
calendar-text: Εκυκλοφόρησε φέτος. Απευθυνθήτε εις το βιβλιοπωλείον των αδελφών, λευκώματα, βιβλία θεολογικά και ωρολόγια διά το νέον έτος 1925. xyxy=(45,649,239,703)
serial-paragraph: — Ὁ Βιδὰλ ἐξηκολούθει τότε νὰ ἀρνῆται καὶ νὰ ἐξηγῇ ὅτι δὲν ἔχει οὔτε μίαν δεκάραν. Ἡ ἀπελπισία του ἦτο μεγάλη. Ὁ Σὴπ ἐζήτει νὰ μάθῃ ποῦ εὑρίσκεται ἡ Ἴρμα. xyxy=(1126,599,1333,667)
rail-row: 21.52 » Σκόπια xyxy=(47,353,129,365)
tender-text: Η Επιτροπή Κοινότητος προκηρύσσει δημοπρασίαν διά την εκμίσθωσιν των κοινοτικών εισοδημάτων του έτους 1925. Αι προσφοραί γίνονται δεκταί εις το κοινοτικόν γραφείον μέχρι της 20 Δεκεμβρίου, ώρα 10—12 π. μ. xyxy=(45,1078,239,1174)
open-letter-paragraph: Ἡ καθυστέρησις αὕτη προκαλεῖ δικαίαν ἀγανάκτησιν. Ἐλπίζομεν ὅτι ἡ Κυβέρνησις θὰ λάβῃ ὑπ' ὄψιν τὰ δίκαια αἰτήματα καὶ θὰ διατάξῃ τὰ δέοντα. Οἱ πρόσφυγες ἐπεδείξαν ὑποδειγματικὴν ὑπομονὴν καὶ πίστιν εἰς τὸ Κράτος, τὸ ὁποῖον ὀφείλει νὰ ἀνταποκριθῇ. xyxy=(254,1327,455,1437)
serial-continued: — Ναί, ἔχω ἀκούσει Βιδὰλ, ἀπήντησεν. Ἀλλὰ ἐγὼ δὲν θὰ σᾶς ἀφήσω νὰ κάμετε τοῦτο. xyxy=(1348,227,1560,268)
dresses-text-5: Ἡ γάτα εἶνε τὸ ζῷον τοῦ σπιτιοῦ, ἀλλὰ διατηρεῖ πάντοτε κάτι ἀπὸ τὴν ἀγριότητα τῶν προγόνων της. Ἀγαπᾷ τὴν θαλπωρήν, τὸ φῶς καὶ τὴν ἡσυχίαν, καὶ ζητεῖ τὴν ἐλευθερίαν της. xyxy=(910,1652,1111,1735)
rail-row: 18.15 » Αλεξανδρουπόλεως xyxy=(47,340,192,352)
title-box-name: ΜΑΚΕΔΟΝΙΑ xyxy=(53,80,240,110)
title-box-tagline: Η ΠΡΩΤΗ ΠΡΩΙΝΗ ΕΦΗΜΕΡΙΣ xyxy=(55,112,229,124)
army-depot-head-1: ΑΠΟΘΗΚΗ ΥΛΙΚΟΥ ΣΤΡΑΤΟΥ xyxy=(480,117,681,132)
ship-ad-title: ΔΙΑ ΤΟΥΣ ΕΠΙΒΑΤΑΣ xyxy=(64,1213,220,1230)
ads-note: δημοσιεύσεις κατ' αποκοπήν xyxy=(65,186,219,198)
serial-paragraph: — Ἀλλὰ δὲν μοῦ λέγεις, ποῖος θὰ μᾶς ὁδηγήσῃ ἐκεῖ; ἠρώτησεν ὁ Σήπ. xyxy=(1126,490,1333,517)
army-depot-text-2: Η Γενική Αποθήκη Υλικού Στρατού Θεσσαλονίκης προκηρύσσει δημοπρασίαν διά την προμήθειαν ειδών καθαριότητος και καυσίμου ύλης διά το έτος 1925. Οι όροι εκτίθενται εις τα γραφεία της Αποθήκης, Λευκός Πύργος, όπου και αι προσφοραί. xyxy=(470,323,691,419)
chamber-head: ΕΠΙΜΕΛΗΤΕΙΑ ΥΙ ΜΕΡΑΡΧΙΑΣ xyxy=(1348,610,1560,632)
tenders-title-box xyxy=(470,72,691,111)
ad-capital-label: Ησφαλισμένα Κεφάλαια μέχρι 31 Δεκεμβρίου 1923 xyxy=(1191,2113,1503,2126)
cat-article-text-2: Ἡ γάτα εἶνε τὸ ζῷον τοῦ σπιτιοῦ, ἀλλὰ διατηρεῖ πάντοτε κάτι ἀπὸ τὴν ἀγριότητα τῶν προγόνων της. Ἀγαπᾷ τὴν θαλπωρήν, τὸ φῶς καὶ τὴν ἡσυχίαν, καὶ ζητεῖ τὴν ἐλευθερίαν της. xyxy=(910,336,1111,418)
serial-continued: Αἴσθημα, αἱ διαταγαί σου ἐξετελέσθησαν. Ὁ Βιδὰλ δὲν θὰ ἠμπορέσῃ νὰ ἐπιστρέψῃ εἰς τὸν κύριόν του. Ὁ Σὴπ θὰ εἶναι εὐτυχής. xyxy=(1348,168,1560,222)
rail-timetable xyxy=(45,272,239,367)
springs-text: Προκαλούνται πάντες οι δικαιούχοι των κρηναίων υδάτων του Κεφαλοχωρίου να προσέλθωσιν εις το γραφείον της Κοινότητος προς απόδειξιν των δικαιωμάτων των εντός προθεσμίας 15 ημερών. xyxy=(1348,855,1560,937)
chamber-text: Η Επιμελητεία ΥΙ Μεραρχίας προκηρύσσει ότι την 29 Νοεμβρίου ε. ε. θα ενεργηθή εις το γραφείον της δημοπρασία διά την προμήθειαν χόρτου, αχύρου και καυσόξυλων διά τας ανάγκας των Μονάδων της Μεραρχίας. Οι όροι εκτίθενται εις το γραφείον. Η δημοπρασία θα διεξαχθή ώρας 10—12 π. μ. xyxy=(1348,666,1560,790)
danger-text: Ὅταν ὁ Βιδὰλ καὶ ὁ Σὴπ ἔφθασαν εἰς τὴν ἀκτήν, εὗρον τὴν Ἴρμαν ἀναμένουσαν. Ἡ χαρὰ των ὑπῆρξε μεγάλη. Ἀλλὰ ὁ κίνδυνος δὲν εἶχε παρέλθει ἀκόμη, διότι οἱ διῶκται των ἠκολούθουν κατὰ πόδας. xyxy=(1126,838,1333,920)
tender-head: ΠΡΟΚΗΡΥΞΙΣ ΔΗΜΟΠΡΑΣΙΑΣ xyxy=(45,1037,239,1075)
ad-footer: ΑΜΕΣΟΣ ΔΙΑΚΑΝΟΝΙΣΜΟΣ ΕΝΤΑΥΘΑ xyxy=(1191,2154,1503,2170)
serial-episode: (68) xyxy=(1310,160,1333,174)
dresses-text-8: Ἡ γάτα εἶνε τὸ ζῷον τοῦ σπιτιοῦ, ἀλλὰ διατηρεῖ πάντοτε κάτι ἀπὸ τὴν ἀγριότητα τῶν προγόνων της. Ἀγαπᾷ τὴν θαλπωρήν, τὸ φῶς καὶ τὴν ἡσυχίαν, καὶ ζητεῖ τὴν ἐλευθερίαν της. xyxy=(910,2180,1111,2263)
open-letter-paragraph: Μέχρι σήμερον οὐδὲν ἔγινε. Αἱ οἰκογένειαι διαμένουν εἰς παραπήγματα, ὁ χειμὼν πλησιάζει καὶ ἡ ἀνάγκη εἶναι μεγάλη. Ζητοῦμεν νὰ ληφθῇ μέριμνα διὰ τὴν ταχεῖαν ἀνέγερσιν οἰκιῶν καὶ τὴν διανομὴν κλήρων, ὥστε νὰ δυνηθῶσιν οἱ πρόσφυγες νὰ ἐργασθῶσι καὶ νὰ ζήσωσι τὰς οἰκογενείας των. xyxy=(254,1196,455,1320)
daily-life-banner-ornament-icon: Ἡ xyxy=(712,75,750,115)
subscriptions-line-1: ΕΣΩΤΕΡ. ΔΡ 250 ΗΝΩΜΕΡ. ΔΟΛ. 12 xyxy=(58,152,226,173)
paper-name: ΜΑΚΕΔΟΝΙΑ xyxy=(720,30,885,54)
ad-agent: ΓΕΝΙΚΟΣ ΠΡΑΚΤΩΡ xyxy=(1251,1992,1443,2013)
auction-text: Τη 30ην Νοεμβρίου εκτίθεται εις δημοπρασίαν η εκμίσθωσις του κτήματος «Ελαιώνες» προς καλλιέργειαν επί τριετίαν. Η δημοπρασία θέλει διεξαχθή εις το γραφείον του συμβολαιογράφου ώρας 10—12 π. μ. xyxy=(470,469,691,565)
serial-paragraph: — Ὥστε, σὺ βλέπεις, εἶπε ὁ Ἄρθουρ, ἔχομεν παραγγελίαν ἀπὸ τὸν κ. Πετρώφ νὰ σᾶς ὁδηγήσωμεν εἰς τὸν ἀσφαλῆ τόπον. xyxy=(1126,280,1333,334)
dresses-text-4: Τὸ νέον φουστάνι εἶνε πολὺ ἁπλοῦν εἰς τὴν γραμμήν, ἀλλὰ ἀπαιτεῖ λεπτὴν ἐργασίαν εἰς τὰς λεπτομερείας. Τὰ χρώματα τῆς ἐποχῆς εἶνε τὸ βαθὺ κυανοῦν, τὸ καφετὶ καὶ τὸ μαῦρον. Αἱ χειρίδες μακραὶ καὶ στεναί, ὁ λαιμὸς ἀνοικτὸς μὲ γιακὰ ἀπὸ δαντέλλα. Διὰ τὸ ἀπόγευμα προτιμῶνται τὰ μεταξωτὰ φορέματα μὲ κεντήματα, διὰ δὲ τὸ βράδυ τὰ βελοῦδα. Ἡ ζώνη τοποθετεῖται χαμηλά, σχεδὸν εἰς τοὺς γοφούς. Αἱ φοῦσται μένουν κονταί, ἀλλὰ φαρδύτεραι ἀπὸ πέρυσι, μὲ πιέτας ἢ βολάν. xyxy=(910,1440,1111,1647)
woman-article-signature: ΕΝΑΣ xyxy=(860,587,895,601)
cat-article-text-4: Ἡ γάτα εἶνε τὸ ζῷον τοῦ σπιτιοῦ, ἀλλὰ διατηρεῖ πάντοτε κάτι ἀπὸ τὴν ἀγριότητα τῶν προγόνων της. Ἀγαπᾷ τὴν θαλπωρήν, τὸ φῶς καὶ τὴν ἡσυχίαν, καὶ ζητεῖ τὴν ἐλευθερίαν της. xyxy=(910,651,1111,733)
cold-article-4: Η Γενική Αποθήκη Υλικού Στρατού Θεσσαλονίκης προκηρύσσει συμφώνως προς τας διατάξεις του Β. Δ. ότι την 11—12 Δεκεμβρίου ε. ε. θα ενεργηθή δημοπρασία προς πώλησιν αχρήστων υλικών. Οι θέλοντες να λάβωσι μέρος να προσέλθωσιν εις τα γραφεία της Αποθήκης ώρας 11—12 π. μ. xyxy=(470,1325,691,1435)
serial-end: Καὶ ἐφάνη πάλιν ὁ ἥλιος εἰς τὸν ὁρίζοντα. Τὸ πλοῖον ἐξηκολούθει τὸν δρόμον του. (Ἀκολουθεῖ) xyxy=(1348,560,1560,601)
chronika-item-text: Τὰ καταστήματα θὰ παραμένωσι κλειστὰ κατὰ τὴν Κυριακήν. xyxy=(706,1406,895,1433)
daily-life-banner xyxy=(706,72,895,118)
ad-company-name: ΑΔΑΜΑΝΤΙΟΣ ΠΕΤΣΙΟΣ xyxy=(1157,1902,1537,1937)
open-letter-closing: Ἐπὶ τούτοις ὑποσημειούμεθα μετὰ σεβασμοῦ. Διὰ τὴν Ἐπιτροπήν, ὁ Πρόεδρος καὶ τὰ μέλη. xyxy=(254,2139,455,2179)
open-letter-paragraph: Μέχρι σήμερον οὐδὲν ἔγινε. Αἱ οἰκογένειαι διαμένουν εἰς παραπήγματα, ὁ χειμὼν πλησιάζει καὶ ἡ ἀνάγκη εἶναι μεγάλη. Ζητοῦμεν νὰ ληφθῇ μέριμνα διὰ τὴν ταχεῖαν ἀνέγερσιν οἰκιῶν καὶ τὴν διανομὴν κλήρων, ὥστε νὰ δυνηθῶσιν οἱ πρόσφυγες νὰ ἐργασθῶσι καὶ νὰ ζήσωσι τὰς οἰκογενείας των. xyxy=(254,1602,455,1726)
harbor-text: Κατέπλευσαν: Αλέξανδρος, Ιωάννα, Κλειώ. Απέπλευσαν: Ελένη, Ναύπακτος. xyxy=(45,563,239,604)
cold-article-3: Καὶ τὸ ψῦχος κατέκλυσε τὰς πόλεις καὶ τὰ χωρία τῆς Μακεδονίας. Οἱ πτωχοὶ ὑποφέρουν ἐκ τῆς ἐλλείψεως καυσίμων καὶ οἱ πρόσφυγες πάσχουν ἀφόρητα εἰς τὰς παράγκας των. Ἡ Κοινωνικὴ Πρόνοια ὀφείλει νὰ σπεύσῃ πρὸς ἀνακούφισιν. xyxy=(470,1223,691,1319)
serial-paragraph: Ὅταν ἔφθασαν εἰς τὸ κατάστρωμα, ὁ Βιδὰλ ἠρώτησε πάλιν διὰ τὴν Ἴρμα. Ὁ Ἄρθουρ ἐμειδίασε καὶ τοῦ ἀπήντησεν ὅτι ἡ τσιγγάνα εὑρίσκεται ἐν ἀσφαλείᾳ εἰς τὸ μικρὸν χωρίον παρὰ τὴν θάλασσαν. xyxy=(1126,403,1333,485)
notice-head: ΠΡΟΣΚΛΗΣΙΣ Α'.ΓΙΝΟΙΤΩΝ xyxy=(708,1582,893,1597)
post-text: 1) Νά Πολ. Έλευσις 21 μ. μ. Αποστολή 8 π. μ. 2) Μοναστηρίου ταχ. 8 π. μ. 3) Κων/πόλεως μέσω Αλεξανδρουπόλεως. Η αλληλογραφία διά το εσωτερικόν μέσω πλοίων του Ατμοπλοΐας. Η αλληλογραφία διά το εξωτερικόν διά του Σιμπλόν εξ Ευρώπης. xyxy=(45,429,239,539)
open-letter-title: ΑΝΟΙΚΤΗ ΕΠΙΣΤΟΛΗ xyxy=(254,88,455,115)
dresses-head: ΔΙΑ ΤΑ ΝΕΑ ΦΟΥΣΤΑΝΙΑ xyxy=(919,769,1102,785)
cold-article-7: Καὶ τὸ ψῦχος κατέκλυσε τὰς πόλεις καὶ τὰ χωρία τῆς Μακεδονίας. Οἱ πτωχοὶ ὑποφέρουν ἐκ τῆς ἐλλείψεως καυσίμων καὶ οἱ πρόσφυγες πάσχουν ἀφόρητα εἰς τὰς παράγκας των. Ἡ Κοινωνικὴ Πρόνοια ὀφείλει νὰ σπεύσῃ πρὸς ἀνακούφισιν. xyxy=(470,1700,691,1796)
ship-ad-contact: Απευθυνθήτε: ΠΑΡΡΚ & Σία xyxy=(64,1310,220,1322)
open-letter-paragraph: Κατὰ τὸν παρελθόντα Ἰούλιον (19) ἔγινεν εἰς τὴν πόλιν μας συνάθροισις τῶν προσφύγων, κατὰ τὴν ὁποίαν ἀπεφασίσθη νὰ ὑποβληθῇ ὑπόμνημα πρὸς τὴν Κυβέρνησιν διὰ τὴν ἀποκατάστασιν τῶν ἐγκατασταθέντων εἰς τὰ περίχωρα. Ἡ ἐπιτροπὴ παρουσιάσθη εἰς τὸν κ. Ὑπουργὸν καὶ ἐξέθεσε τὰ παράπονα τοῦ προσφυγικοῦ κόσμου, ὁ ὁποῖος στερεῖται στέγης καὶ ἐργασίας. xyxy=(254,631,455,783)
subscriptions-head: ΣΥΝΔΡΟΜΑΙ ΕΤΗΣΙΑΙ xyxy=(68,136,216,151)
ad-founded: ΙΔΡΥΘΕΙΣ ΤΩ 1893 xyxy=(1275,1957,1419,1973)
